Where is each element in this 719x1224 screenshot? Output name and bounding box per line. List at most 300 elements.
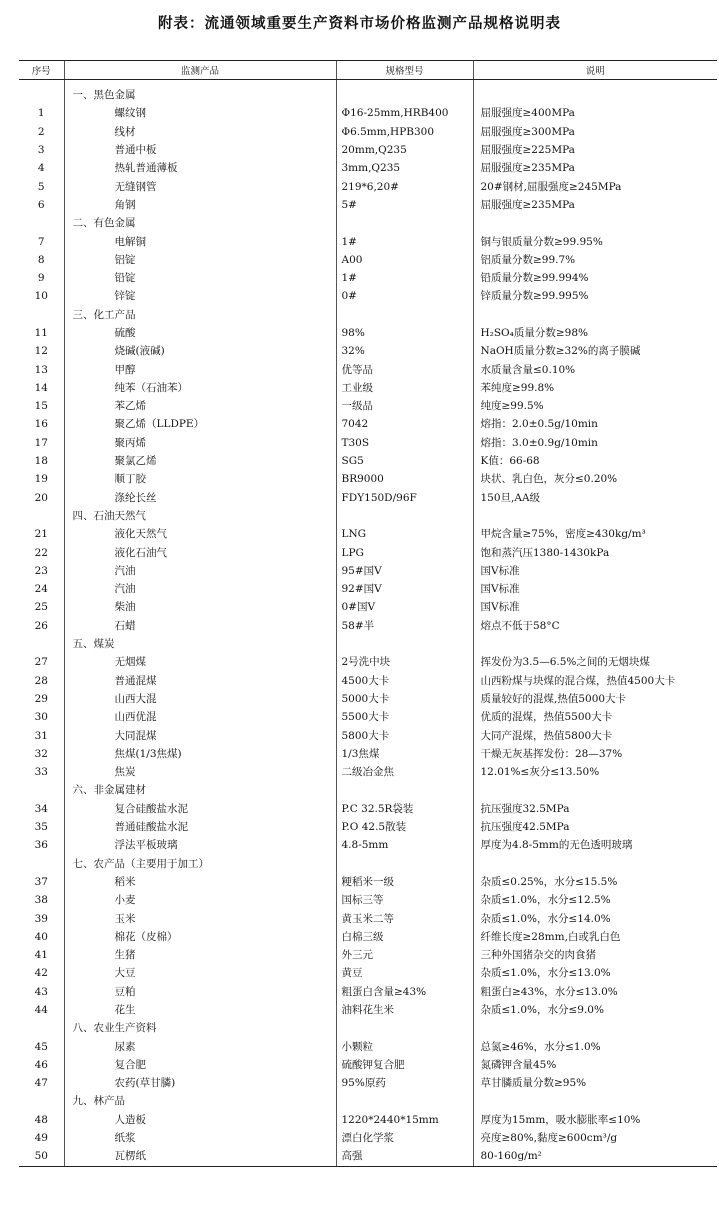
product-name: 汽油 xyxy=(64,562,336,580)
row-number: 31 xyxy=(34,729,48,742)
category-row xyxy=(19,635,717,653)
product-name: 复合肥 xyxy=(64,1056,336,1074)
description: 抗压强度32.5MPa xyxy=(473,800,717,818)
product-name: 热轧普通薄板 xyxy=(64,159,336,177)
product-name: 山西优混 xyxy=(64,708,336,726)
row-number: 3 xyxy=(37,144,45,157)
table-row xyxy=(19,489,717,507)
spec-model: A00 xyxy=(336,251,473,269)
row-number: 21 xyxy=(34,528,48,541)
spec-model: 粗蛋白含量≥43% xyxy=(336,983,473,1001)
description: 饱和蒸汽压1380-1430kPa xyxy=(473,543,717,561)
table-row xyxy=(19,891,717,909)
product-name: 复合硅酸盐水泥 xyxy=(64,800,336,818)
description: 屈服强度≥400MPa xyxy=(473,104,717,122)
row-number: 50 xyxy=(19,1147,64,1166)
spec-model: 一级品 xyxy=(336,397,473,415)
row-number: 23 xyxy=(34,564,48,577)
table-row xyxy=(19,617,717,635)
description: 甲烷含量≥75%，密度≥430kg/m³ xyxy=(473,525,717,543)
category-name: 六、非金属建材 xyxy=(64,781,336,799)
spec-model: FDY150D/96F xyxy=(336,489,473,507)
category-no-cell xyxy=(19,854,64,872)
spec-model: 漂白化学浆 xyxy=(336,1129,473,1147)
table-row xyxy=(19,1037,717,1055)
product-name: 聚乙烯（LLDPE） xyxy=(64,415,336,433)
product-name: 线材 xyxy=(64,123,336,141)
row-number: 38 xyxy=(34,894,48,907)
row-number: 33 xyxy=(34,766,48,779)
table-row xyxy=(19,836,717,854)
product-name: 尿素 xyxy=(64,1037,336,1055)
row-number: 32 xyxy=(34,747,48,760)
row-number: 44 xyxy=(34,1003,48,1016)
row-number: 10 xyxy=(34,290,48,303)
spec-model: BR9000 xyxy=(336,470,473,488)
description: 熔点不低于58°C xyxy=(473,617,717,635)
category-spec-cell xyxy=(336,635,473,653)
table-row xyxy=(19,1056,717,1074)
row-number: 25 xyxy=(34,601,48,614)
category-no-cell xyxy=(19,635,64,653)
row-number: 49 xyxy=(34,1132,48,1145)
row-number: 5 xyxy=(37,180,45,193)
spec-model: 3mm,Q235 xyxy=(336,159,473,177)
row-number: 47 xyxy=(34,1077,48,1090)
row-number: 16 xyxy=(34,418,48,431)
product-name: 稻米 xyxy=(64,873,336,891)
table-row xyxy=(19,397,717,415)
spec-model: LPG xyxy=(336,543,473,561)
description: 纤维长度≥28mm,白或乳白色 xyxy=(473,928,717,946)
row-number: 15 xyxy=(34,400,48,413)
table-row xyxy=(19,690,717,708)
spec-model: 5000大卡 xyxy=(336,690,473,708)
category-row xyxy=(19,86,717,104)
table-row xyxy=(19,379,717,397)
spec-model: 粳稻米一级 xyxy=(336,873,473,891)
row-number: 6 xyxy=(37,198,45,211)
spec-model: 32% xyxy=(336,342,473,360)
spec-model: 白棉三级 xyxy=(336,928,473,946)
table-row xyxy=(19,1147,717,1166)
row-number: 17 xyxy=(34,436,48,449)
product-name: 人造板 xyxy=(64,1111,336,1129)
table-row xyxy=(19,818,717,836)
description: 屈服强度≥225MPa xyxy=(473,141,717,159)
description: 抗压强度42.5MPa xyxy=(473,818,717,836)
row-number: 11 xyxy=(34,327,48,339)
product-name: 液化石油气 xyxy=(64,543,336,561)
product-name: 豆粕 xyxy=(64,983,336,1001)
description: K值：66-68 xyxy=(473,452,717,470)
row-number: 28 xyxy=(34,674,48,687)
product-name: 焦煤(1/3焦煤) xyxy=(64,745,336,763)
description: 屈服强度≥235MPa xyxy=(473,196,717,214)
description: 粗蛋白≥43%，水分≤13.0% xyxy=(473,983,717,1001)
row-number: 36 xyxy=(34,839,48,852)
category-desc-cell xyxy=(473,854,717,872)
spec-model: 1220*2440*15mm xyxy=(336,1111,473,1129)
product-name: 角钢 xyxy=(64,196,336,214)
product-name: 棉花（皮棉） xyxy=(64,928,336,946)
spec-model: 0# xyxy=(336,287,473,305)
spec-model: 优等品 xyxy=(336,360,473,378)
product-name: 铝锭 xyxy=(64,251,336,269)
category-desc-cell xyxy=(473,214,717,232)
row-number: 4 xyxy=(37,162,45,175)
spec-model: 外三元 xyxy=(336,946,473,964)
row-number: 7 xyxy=(37,235,45,248)
product-name: 纸浆 xyxy=(64,1129,336,1147)
table-row xyxy=(19,909,717,927)
description: 厚度为4.8-5mm的无色透明玻璃 xyxy=(473,836,717,854)
table-row xyxy=(19,104,717,122)
header-desc: 说明 xyxy=(473,61,717,80)
row-number: 24 xyxy=(34,583,48,596)
row-number: 18 xyxy=(34,455,48,468)
category-name: 五、煤炭 xyxy=(64,635,336,653)
description: 三种外国猪杂交的肉食猪 xyxy=(473,946,717,964)
table-row xyxy=(19,525,717,543)
table-row xyxy=(19,708,717,726)
table-row xyxy=(19,324,717,342)
product-name: 普通混煤 xyxy=(64,672,336,690)
category-desc-cell xyxy=(473,86,717,104)
row-number: 35 xyxy=(34,821,48,834)
row-number: 43 xyxy=(34,985,48,998)
product-name: 浮法平板玻璃 xyxy=(64,836,336,854)
category-desc-cell xyxy=(473,1092,717,1110)
spec-model: 黄玉米二等 xyxy=(336,909,473,927)
spec-model: 92#国Ⅴ xyxy=(336,580,473,598)
product-name: 顺丁胶 xyxy=(64,470,336,488)
header-spec: 规格型号 xyxy=(336,61,473,80)
table-row xyxy=(19,452,717,470)
description: 水质量含量≤0.10% xyxy=(473,360,717,378)
description: 纯度≥99.5% xyxy=(473,397,717,415)
category-no-cell xyxy=(19,507,64,525)
product-name: 花生 xyxy=(64,1001,336,1019)
table-row xyxy=(19,159,717,177)
table-row xyxy=(19,672,717,690)
description: 国Ⅴ标准 xyxy=(473,580,717,598)
table-row xyxy=(19,580,717,598)
spec-model: 1# xyxy=(336,232,473,250)
row-number: 37 xyxy=(34,875,48,888)
description: 20#钢材,屈服强度≥245MPa xyxy=(473,177,717,195)
table-row xyxy=(19,653,717,671)
spec-model: T30S xyxy=(336,434,473,452)
page-title: 附表：流通领域重要生产资料市场价格监测产品规格说明表 xyxy=(158,15,561,32)
table-header-row xyxy=(19,61,717,80)
description: 铜与银质量分数≥99.95% xyxy=(473,232,717,250)
description: 杂质≤1.0%，水分≤13.0% xyxy=(473,964,717,982)
row-number: 41 xyxy=(34,949,48,962)
table-row xyxy=(19,800,717,818)
category-no-cell xyxy=(19,214,64,232)
description: 干燥无灰基挥发份：28—37% xyxy=(473,745,717,763)
product-name: 玉米 xyxy=(64,909,336,927)
product-name: 普通硅酸盐水泥 xyxy=(64,818,336,836)
category-row xyxy=(19,781,717,799)
spec-model: 4500大卡 xyxy=(336,672,473,690)
product-name: 大豆 xyxy=(64,964,336,982)
row-number: 48 xyxy=(34,1113,48,1126)
category-no-cell xyxy=(19,86,64,104)
row-number: 29 xyxy=(34,692,48,705)
spec-model: 4.8-5mm xyxy=(336,836,473,854)
table-row xyxy=(19,983,717,1001)
row-number: 45 xyxy=(34,1040,48,1053)
table-row xyxy=(19,1001,717,1019)
category-no-cell xyxy=(19,1092,64,1110)
row-number: 13 xyxy=(34,363,48,376)
category-row xyxy=(19,306,717,324)
product-name: 山西大混 xyxy=(64,690,336,708)
description: H₂SO₄质量分数≥98% xyxy=(473,324,717,342)
spec-model: LNG xyxy=(336,525,473,543)
row-number: 19 xyxy=(34,473,48,486)
product-name: 生猪 xyxy=(64,946,336,964)
category-row xyxy=(19,854,717,872)
table-row xyxy=(19,196,717,214)
spec-model: 98% xyxy=(336,324,473,342)
product-name: 液化天然气 xyxy=(64,525,336,543)
description: 草甘膦质量分数≥95% xyxy=(473,1074,717,1092)
spec-model: 58#半 xyxy=(336,617,473,635)
description: 铅质量分数≥99.994% xyxy=(473,269,717,287)
description: 屈服强度≥300MPa xyxy=(473,123,717,141)
category-no-cell xyxy=(19,1019,64,1037)
product-name: 甲醇 xyxy=(64,360,336,378)
description: 优质的混煤，热值5500大卡 xyxy=(473,708,717,726)
spec-table xyxy=(19,60,717,1167)
product-name: 汽油 xyxy=(64,580,336,598)
table-row xyxy=(19,598,717,616)
spec-model: 7042 xyxy=(336,415,473,433)
spec-model: 高强 xyxy=(336,1147,473,1166)
description: 杂质≤1.0%，水分≤12.5% xyxy=(473,891,717,909)
table-row xyxy=(19,360,717,378)
product-name: 聚氯乙烯 xyxy=(64,452,336,470)
category-row xyxy=(19,1092,717,1110)
table-row xyxy=(19,141,717,159)
category-spec-cell xyxy=(336,306,473,324)
spec-model: 1# xyxy=(336,269,473,287)
category-spec-cell xyxy=(336,781,473,799)
row-number: 40 xyxy=(34,930,48,943)
category-desc-cell xyxy=(473,635,717,653)
category-spec-cell xyxy=(336,1019,473,1037)
product-name: 石蜡 xyxy=(64,617,336,635)
product-name: 聚丙烯 xyxy=(64,434,336,452)
table-row xyxy=(19,232,717,250)
description: 厚度为15mm，吸水膨胀率≤10% xyxy=(473,1111,717,1129)
table-row xyxy=(19,928,717,946)
row-number: 42 xyxy=(34,967,48,980)
row-number: 46 xyxy=(34,1058,48,1071)
product-name: 烧碱(液碱) xyxy=(64,342,336,360)
category-row xyxy=(19,214,717,232)
category-row xyxy=(19,507,717,525)
product-name: 瓦楞纸 xyxy=(64,1147,336,1166)
category-name: 四、石油天然气 xyxy=(64,507,336,525)
table-row xyxy=(19,177,717,195)
table-row xyxy=(19,946,717,964)
spec-model: 95#国Ⅴ xyxy=(336,562,473,580)
table-row xyxy=(19,964,717,982)
product-name: 纯苯（石油苯） xyxy=(64,379,336,397)
row-number: 22 xyxy=(34,546,48,559)
spec-model: 黄豆 xyxy=(336,964,473,982)
row-number: 39 xyxy=(34,912,48,925)
category-name: 七、农产品（主要用于加工） xyxy=(64,854,336,872)
product-name: 小麦 xyxy=(64,891,336,909)
category-spec-cell xyxy=(336,214,473,232)
spec-model: 小颗粒 xyxy=(336,1037,473,1055)
spec-model: 2号洗中块 xyxy=(336,653,473,671)
category-spec-cell xyxy=(336,1092,473,1110)
description: 熔指：3.0±0.9g/10min xyxy=(473,434,717,452)
spec-model: Φ6.5mm,HPB300 xyxy=(336,123,473,141)
product-name: 大同混煤 xyxy=(64,726,336,744)
description: 苯纯度≥99.8% xyxy=(473,379,717,397)
description: 杂质≤1.0%，水分≤14.0% xyxy=(473,909,717,927)
product-name: 电解铜 xyxy=(64,232,336,250)
description: 大同产混煤，热值5800大卡 xyxy=(473,726,717,744)
description: NaOH质量分数≥32%的离子膜碱 xyxy=(473,342,717,360)
row-number: 12 xyxy=(34,345,48,358)
table-row xyxy=(19,763,717,781)
product-name: 焦炭 xyxy=(64,763,336,781)
spec-model: 二级冶金焦 xyxy=(336,763,473,781)
category-desc-cell xyxy=(473,306,717,324)
product-name: 螺纹钢 xyxy=(64,104,336,122)
table-row xyxy=(19,342,717,360)
row-number: 9 xyxy=(37,272,45,285)
table-row xyxy=(19,1129,717,1147)
product-name: 硫酸 xyxy=(64,324,336,342)
table-body xyxy=(19,80,717,1167)
product-name: 无缝钢管 xyxy=(64,177,336,195)
product-name: 柴油 xyxy=(64,598,336,616)
description: 150旦,AA级 xyxy=(473,489,717,507)
spec-model: 1/3焦煤 xyxy=(336,745,473,763)
spec-model: SG5 xyxy=(336,452,473,470)
category-desc-cell xyxy=(473,1019,717,1037)
description: 山西粉煤与块煤的混合煤，热值4500大卡 xyxy=(473,672,717,690)
spec-model: 5500大卡 xyxy=(336,708,473,726)
description: 80-160g/m² xyxy=(473,1147,717,1166)
category-name: 九、林产品 xyxy=(64,1092,336,1110)
row-number: 34 xyxy=(34,802,48,815)
category-name: 一、黑色金属 xyxy=(64,86,336,104)
row-number: 27 xyxy=(34,656,48,669)
table-row xyxy=(19,873,717,891)
description: 12.01%≤灰分≤13.50% xyxy=(473,763,717,781)
category-spec-cell xyxy=(336,854,473,872)
spec-model: 5# xyxy=(336,196,473,214)
table-row xyxy=(19,470,717,488)
description: 熔指：2.0±0.5g/10min xyxy=(473,415,717,433)
description: 国Ⅴ标准 xyxy=(473,598,717,616)
row-number: 20 xyxy=(34,491,48,504)
spec-model: 5800大卡 xyxy=(336,726,473,744)
spec-model: 20mm,Q235 xyxy=(336,141,473,159)
table-row xyxy=(19,1111,717,1129)
table-row xyxy=(19,251,717,269)
table-row xyxy=(19,745,717,763)
description: 亮度≥80%,黏度≥600cm³/g xyxy=(473,1129,717,1147)
header-no: 序号 xyxy=(19,61,64,80)
row-number: 26 xyxy=(34,619,48,632)
spec-model: 工业级 xyxy=(336,379,473,397)
table-row xyxy=(19,1074,717,1092)
table-row xyxy=(19,726,717,744)
product-name: 普通中板 xyxy=(64,141,336,159)
category-desc-cell xyxy=(473,507,717,525)
row-number: 30 xyxy=(34,711,48,724)
spec-model: 95%原药 xyxy=(336,1074,473,1092)
product-name: 铅锭 xyxy=(64,269,336,287)
spec-model: Φ16-25mm,HRB400 xyxy=(336,104,473,122)
description: 国Ⅴ标准 xyxy=(473,562,717,580)
product-name: 农药(草甘膦) xyxy=(64,1074,336,1092)
description: 质量较好的混煤,热值5000大卡 xyxy=(473,690,717,708)
category-spec-cell xyxy=(336,507,473,525)
table-row xyxy=(19,562,717,580)
spec-model: 硫酸钾复合肥 xyxy=(336,1056,473,1074)
category-desc-cell xyxy=(473,781,717,799)
product-name: 无烟煤 xyxy=(64,653,336,671)
product-name: 涤纶长丝 xyxy=(64,489,336,507)
product-name: 锌锭 xyxy=(64,287,336,305)
header-product: 监测产品 xyxy=(64,61,336,80)
table-row xyxy=(19,269,717,287)
category-spec-cell xyxy=(336,86,473,104)
spec-model: 0#国Ⅴ xyxy=(336,598,473,616)
row-number: 2 xyxy=(37,125,45,138)
spec-model: P.O 42.5散装 xyxy=(336,818,473,836)
category-no-cell xyxy=(19,781,64,799)
description: 氮磷钾含量45% xyxy=(473,1056,717,1074)
description: 铝质量分数≥99.7% xyxy=(473,251,717,269)
table-row xyxy=(19,415,717,433)
category-name: 二、有色金属 xyxy=(64,214,336,232)
row-number: 14 xyxy=(34,381,48,394)
product-name: 苯乙烯 xyxy=(64,397,336,415)
row-number: 1 xyxy=(37,107,45,120)
row-number: 8 xyxy=(37,253,45,266)
description: 挥发份为3.5—6.5%之间的无烟块煤 xyxy=(473,653,717,671)
table-row xyxy=(19,123,717,141)
spec-model: P.C 32.5R袋装 xyxy=(336,800,473,818)
table-row xyxy=(19,287,717,305)
description: 杂质≤1.0%，水分≤9.0% xyxy=(473,1001,717,1019)
spec-model: 国标三等 xyxy=(336,891,473,909)
description: 总氮≥46%，水分≤1.0% xyxy=(473,1037,717,1055)
description: 屈服强度≥235MPa xyxy=(473,159,717,177)
table-row xyxy=(19,543,717,561)
category-name: 三、化工产品 xyxy=(64,306,336,324)
table-row xyxy=(19,434,717,452)
category-name: 八、农业生产资料 xyxy=(64,1019,336,1037)
spec-model: 油料花生米 xyxy=(336,1001,473,1019)
description: 杂质≤0.25%，水分≤15.5% xyxy=(473,873,717,891)
category-row xyxy=(19,1019,717,1037)
spec-model: 219*6,20# xyxy=(336,177,473,195)
